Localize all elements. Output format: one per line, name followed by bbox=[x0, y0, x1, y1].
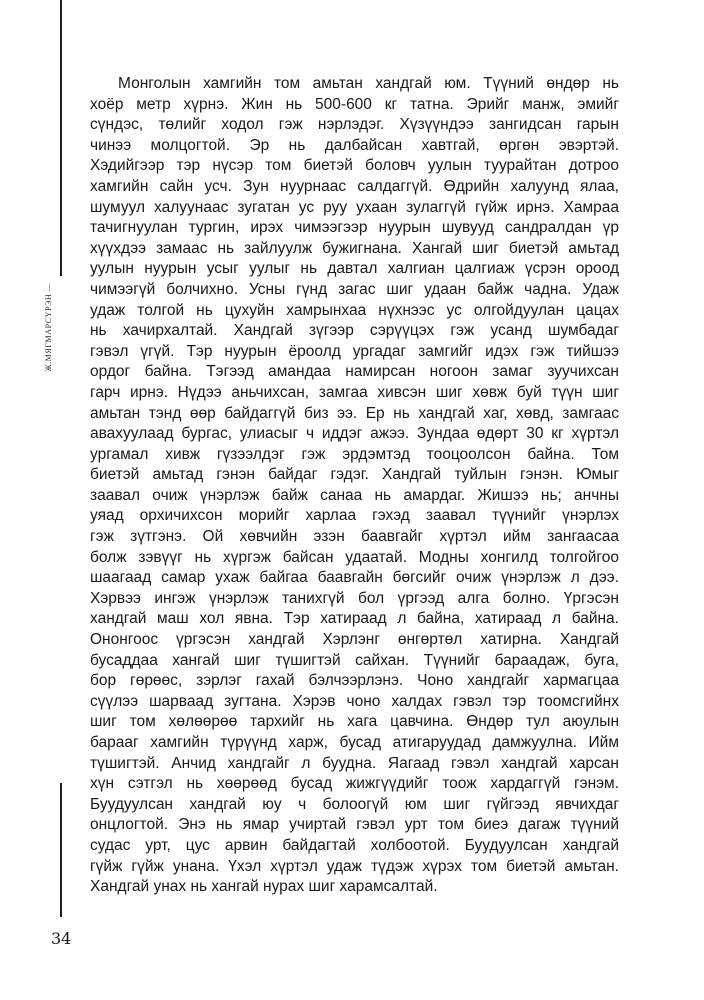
text-line: уулын нуурын усыг уулыг нь давтал халгиан цалгиаж үсрэн ороод bbox=[90, 260, 619, 278]
text-line: гарч ирнэ. Нүдээ аньчихсан, замгаа хивсэн шиг хөвж буй түүн шиг bbox=[90, 383, 619, 401]
text-line: удаж толгой нь цухуйн хамрынхаа нүхнээс ус олгойдуулан цацах bbox=[90, 301, 619, 319]
text-line: онцлогтой. Энэ нь ямар учиртай гэвэл урт том биеэ дагаж түүний bbox=[90, 816, 619, 834]
margin-rule-bottom bbox=[60, 783, 62, 917]
text-line: Хандгай унах нь хангай нурах шиг харамсалтай. bbox=[90, 878, 438, 896]
text-line: гэвэл үгүй. Тэр нуурын ёроолд ургадаг замгийг идэх гэж тийшээ bbox=[90, 342, 619, 360]
text-line: гүйж гүйж унана. Үхэл хүртэл удаж түдэж хүрэх том биетэй амьтан. bbox=[90, 857, 619, 875]
text-line: чимээгүй болчихно. Усны гүнд загас шиг удаан байж чадна. Удаж bbox=[90, 280, 619, 298]
text-line: бусаддаа хангай шиг түшигтэй сайхан. Түүнийг бараадаж, буга, bbox=[90, 651, 619, 669]
text-line: шиг том хөлөөрөө тархийг нь хага цавчина. Өндөр тул аюулын bbox=[90, 713, 619, 731]
text-line: Хэдийгээр тэр нүсэр том биетэй боловч уулын туурайтан дотроо bbox=[90, 157, 619, 175]
text-line: шаагаад самар ухаж байгаа баавгайн бөгсийг очиж үнэрлэж л дээ. bbox=[90, 569, 619, 587]
text-line: хүүхдээ замаас нь зайлуулж бужигнана. Хангай шиг биетэй амьтад bbox=[90, 239, 619, 257]
text-line: судас урт, цус арвин байдагтай холбоотой. Буудуулсан хандгай bbox=[90, 836, 619, 854]
text-line: Хэрвээ ингэж үнэрлэж танихгүй бол үргээд алга болно. Үргэсэн bbox=[90, 589, 619, 607]
text-line: барааг хамгийн түрүүнд харж, бусад атигаруудад дамжуулна. Ийм bbox=[90, 734, 619, 751]
text-line: хандгай маш хол явна. Тэр хатираад л байна, хатираад л байна. bbox=[90, 610, 619, 628]
text-line: хамгийн сайн усч. Зун нуурнаас салдаггүй. Өдрийн халуунд ялаа, bbox=[90, 177, 619, 195]
text-line: Буудуулсан хандгай юу ч болоогүй юм шиг гүйгээд явчихдаг bbox=[90, 795, 619, 813]
text-line: бор гөрөөс, зэрлэг гахай бэлчээрлэнэ. Чоно хандгайг хармагцаа bbox=[90, 672, 619, 690]
text-line: амьтан тэнд өөр байдаггүй биз ээ. Ер нь хандгай хаг, хөвд, замгаас bbox=[90, 404, 619, 422]
text-line: Монголын хамгийн том амьтан хандгай юм. Түүний өндөр нь bbox=[118, 75, 619, 92]
text-line: сүүлээ шарваад зугтана. Хэрэв чоно халдах гэвэл тэр тоомсгийнх bbox=[90, 692, 619, 710]
author-name: Ж.МЯГМАРСҮРЭН bbox=[44, 293, 53, 372]
text-line: гэж зүтгэнэ. Ой хөвчийн эзэн баавгайг хүртэл ийм зангаасаа bbox=[90, 528, 619, 546]
text-line: хоёр метр хүрнэ. Жин нь 500-600 кг татна. Эрийг манж, эмийг bbox=[90, 95, 619, 113]
text-line: болж зэвүүг нь хүргэж байсан удаатай. Модны хонгилд толгойгоо bbox=[90, 548, 619, 566]
body-text bbox=[90, 74, 619, 898]
page-number: 34 bbox=[51, 929, 72, 948]
text-line: Ононгоос үргэсэн хандгай Хэрлэнг өнгөртөл хатирна. Хандгай bbox=[90, 631, 619, 649]
margin-rule-top bbox=[60, 0, 62, 276]
text-line: хүн сэтгэл нь хөөрөөд бусад жижгүүдийг тоож хардаггүй гэнэм. bbox=[90, 775, 619, 793]
text-line: заавал очиж үнэрлэж байж санаа нь амардаг. Жишээ нь; анчны bbox=[90, 486, 619, 504]
text-line: түшигтэй. Анчид хандгайг л буудна. Яагаад гэвэл хандгай харсан bbox=[90, 754, 619, 772]
text-line: чинээ молцогтой. Эр нь далбайсан хавтгай, өргөн эвэртэй. bbox=[90, 136, 619, 154]
author-dash: — bbox=[44, 283, 53, 292]
text-line: авахуулаад бургас, улиасыг ч иддэг ажээ. Зундаа өдөрт 30 кг хүртэл bbox=[90, 425, 619, 443]
text-line: ургамал хивж гүзээлдэг гэж эрдэмтэд тооцоолсон байна. Том bbox=[90, 445, 619, 463]
text-line: нь хачирхалтай. Хандгай зүгээр сэрүүцэх гэж усанд шумбадаг bbox=[90, 322, 619, 340]
text-line: биетэй амьтад гэнэн байдаг гэдэг. Хандгай туйлын гэнэн. Юмыг bbox=[90, 466, 619, 484]
text-line: шумуул халуунаас зугатан ус руу ухаан зулаггүй гүйж ирнэ. Хамраа bbox=[90, 198, 619, 216]
text-line: тачигнуулан тургин, ирэх чимээгээр нуурын шувууд сандралдан үр bbox=[90, 219, 619, 237]
author-sidebar bbox=[44, 283, 53, 372]
text-line: сүндэс, төлийг ходол гэж нэрлэдэг. Хүзүүндээ зангидсан гарын bbox=[90, 116, 619, 134]
text-line: ордог байна. Тэгээд амандаа намирсан ногоон замаг зуучихсан bbox=[90, 363, 619, 381]
text-line: уяад орхичихсон морийг харлаа гэхэд заавал түүнийг үнэрлэх bbox=[90, 507, 619, 525]
